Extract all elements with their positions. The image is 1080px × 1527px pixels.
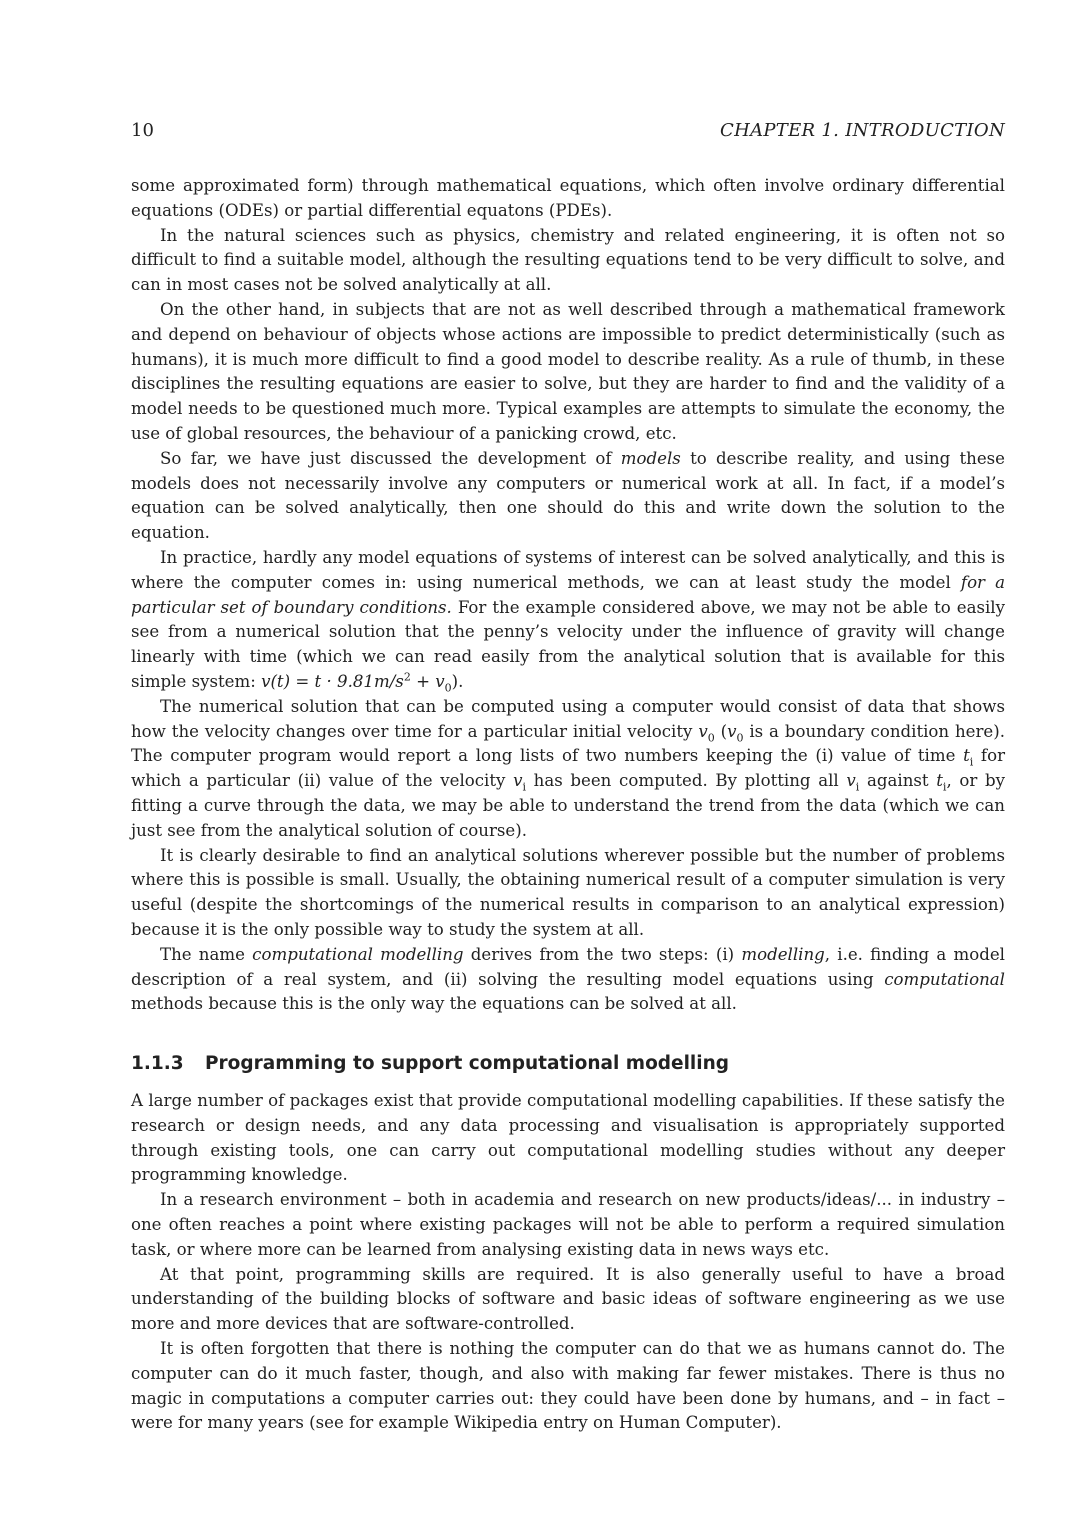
p8-text-a: The name (160, 944, 253, 964)
symbol-ti-sub: i (969, 755, 974, 769)
p8-emphasis-2: modelling (741, 944, 825, 964)
p8-text-c: , i.e. finding a model description of a real system, and (ii) solving the resulting model equations using (131, 944, 1005, 989)
symbol-v0: v (698, 721, 708, 741)
symbol-v0b-sub: 0 (736, 730, 744, 744)
symbol-ti2-sub: i (942, 780, 947, 794)
symbol-vi2: v (846, 771, 856, 791)
p6-text-f: against (859, 771, 937, 791)
paragraph-2: In the natural sciences such as physics, chemistry and related engineering, it is often not so difficult to find a suitable model, although the resulting equations tend to be very difficult to solve, and can in most cases not be solved analytically at all. (131, 225, 1005, 295)
velocity-equation-mid: = t · 9.81m/s (290, 671, 404, 691)
paragraph-6 (131, 695, 1005, 844)
page-header (131, 118, 1005, 144)
paragraph-10: In a research environment – both in academia and research on new products/ideas/... in industry – one often reaches a point where existing packages will not be able to perform a required simulation task, or where more can be learned from analysing existing data in news ways etc. (131, 1190, 1005, 1259)
p5-text-c: ). (451, 671, 464, 691)
symbol-ti: t (963, 746, 970, 766)
velocity-equation-sub: 0 (444, 681, 452, 695)
p5-emphasis: for a particular set of boundary conditions. (131, 572, 1005, 617)
p4-emphasis: models (620, 448, 681, 468)
p8-emphasis-3: computational (884, 969, 1005, 989)
running-head: CHAPTER 1. INTRODUCTION (720, 120, 1005, 141)
page-number: 10 (131, 120, 154, 141)
symbol-v0b: v (727, 721, 737, 741)
p8-emphasis-1: computational modelling (252, 944, 464, 964)
velocity-equation-sup: 2 (403, 670, 411, 684)
paragraph-5 (131, 546, 1005, 695)
velocity-equation-lhs: v(t) (261, 671, 291, 691)
section-heading (131, 1051, 1005, 1077)
p4-text-b: to describe reality, and using these models does not necessarily involve any computers or numerical work at all. In fact, if a model’s equation can be solved analytically, then one should do this and write down the solution to the equation. (131, 448, 1005, 543)
symbol-vi2-sub: i (855, 780, 860, 794)
section-number: 1.1.3 (131, 1053, 184, 1075)
p6-text-b: ( (714, 721, 728, 741)
p5-text-a: In practice, hardly any model equations of systems of interest can be solved analytically, and this is where the computer comes in: using numerical methods, we can at least study the model (131, 547, 1005, 592)
paragraph-8 (131, 943, 1005, 1017)
paragraph-11: At that point, programming skills are required. It is also generally useful to have a broad understanding of the building blocks of software and basic ideas of software engineering as we use more and more devices that are software-controlled. (131, 1264, 1005, 1334)
p6-text-c: is a boundary condition here). The computer program would report a long lists of two numbers keeping the (i) value of time (131, 721, 1005, 766)
paragraph-7: It is clearly desirable to find an analytical solutions wherever possible but the number of problems where this is possible is small. Usually, the obtaining numerical result of a computer simulation is very useful (despite the shortcomings of the numerical results in comparison to an analytical expression) because it is the only possible way to study the system at all. (131, 845, 1005, 939)
symbol-v0-sub: 0 (707, 730, 715, 744)
p6-text-a: The numerical solution that can be computed using a computer would consist of data that shows how the velocity changes over time for a particular initial velocity (131, 696, 1005, 741)
paragraph-3: On the other hand, in subjects that are not as well described through a mathematical framework and depend on behaviour of objects whose actions are impossible to predict deterministically (such as humans), it is much more difficult to find a good model to describe reality. As a rule of thumb, in these disciplines the resulting equations are easier to solve, but they are harder to find and the validity of a model needs to be questioned much more. Typical examples are attempts to simulate the economy, the use of global resources, the behaviour of a panicking crowd, etc. (131, 299, 1005, 443)
p8-text-b: derives from the two steps: (i) (463, 944, 742, 964)
symbol-vi-sub: i (522, 780, 526, 794)
p8-text-d: methods because this is the only way the equations can be solved at all. (131, 994, 737, 1014)
symbol-vi: v (513, 771, 523, 791)
paragraph-1: some approximated form) through mathematical equations, which often involve ordinary differential equations (ODEs) or partial differential equatons (PDEs). (131, 176, 1005, 220)
velocity-equation-plus: + v (410, 671, 445, 691)
section-title: Programming to support computational modelling (205, 1053, 730, 1075)
body-text (131, 174, 1005, 1436)
p5-text-b: For the example considered above, we may not be able to easily see from a numerical solution that the penny’s velocity under the influence of gravity will change linearly with time (which we can read easily from the analytical solution that is available for this simple system: (131, 597, 1005, 691)
paragraph-12: It is often forgotten that there is nothing the computer can do that we as humans cannot do. The computer can do it much faster, though, and also with making far fewer mistakes. There is thus no magic in computations a computer carries out: they could have been done by humans, and – in fact – were for many years (see for example Wikipedia entry on Human Computer). (131, 1339, 1005, 1433)
symbol-ti2: t (936, 771, 943, 791)
p6-text-d: for which a particular (ii) value of the velocity (131, 746, 1005, 791)
paragraph-4 (131, 447, 1005, 546)
p6-text-g: , or by fitting a curve through the data, we may be able to understand the trend from the data (which we can just see from the analytical solution of course). (131, 771, 1005, 840)
paragraph-9: A large number of packages exist that provide computational modelling capabilities. If these satisfy the research or design needs, and any data processing and visualisation is appropriately supported through existing tools, one can carry out computational modelling studies without any deeper programming knowledge. (131, 1091, 1005, 1185)
p6-text-e: has been computed. By plotting all (525, 771, 847, 791)
p4-text-a: So far, we have just discussed the development of (160, 448, 621, 468)
